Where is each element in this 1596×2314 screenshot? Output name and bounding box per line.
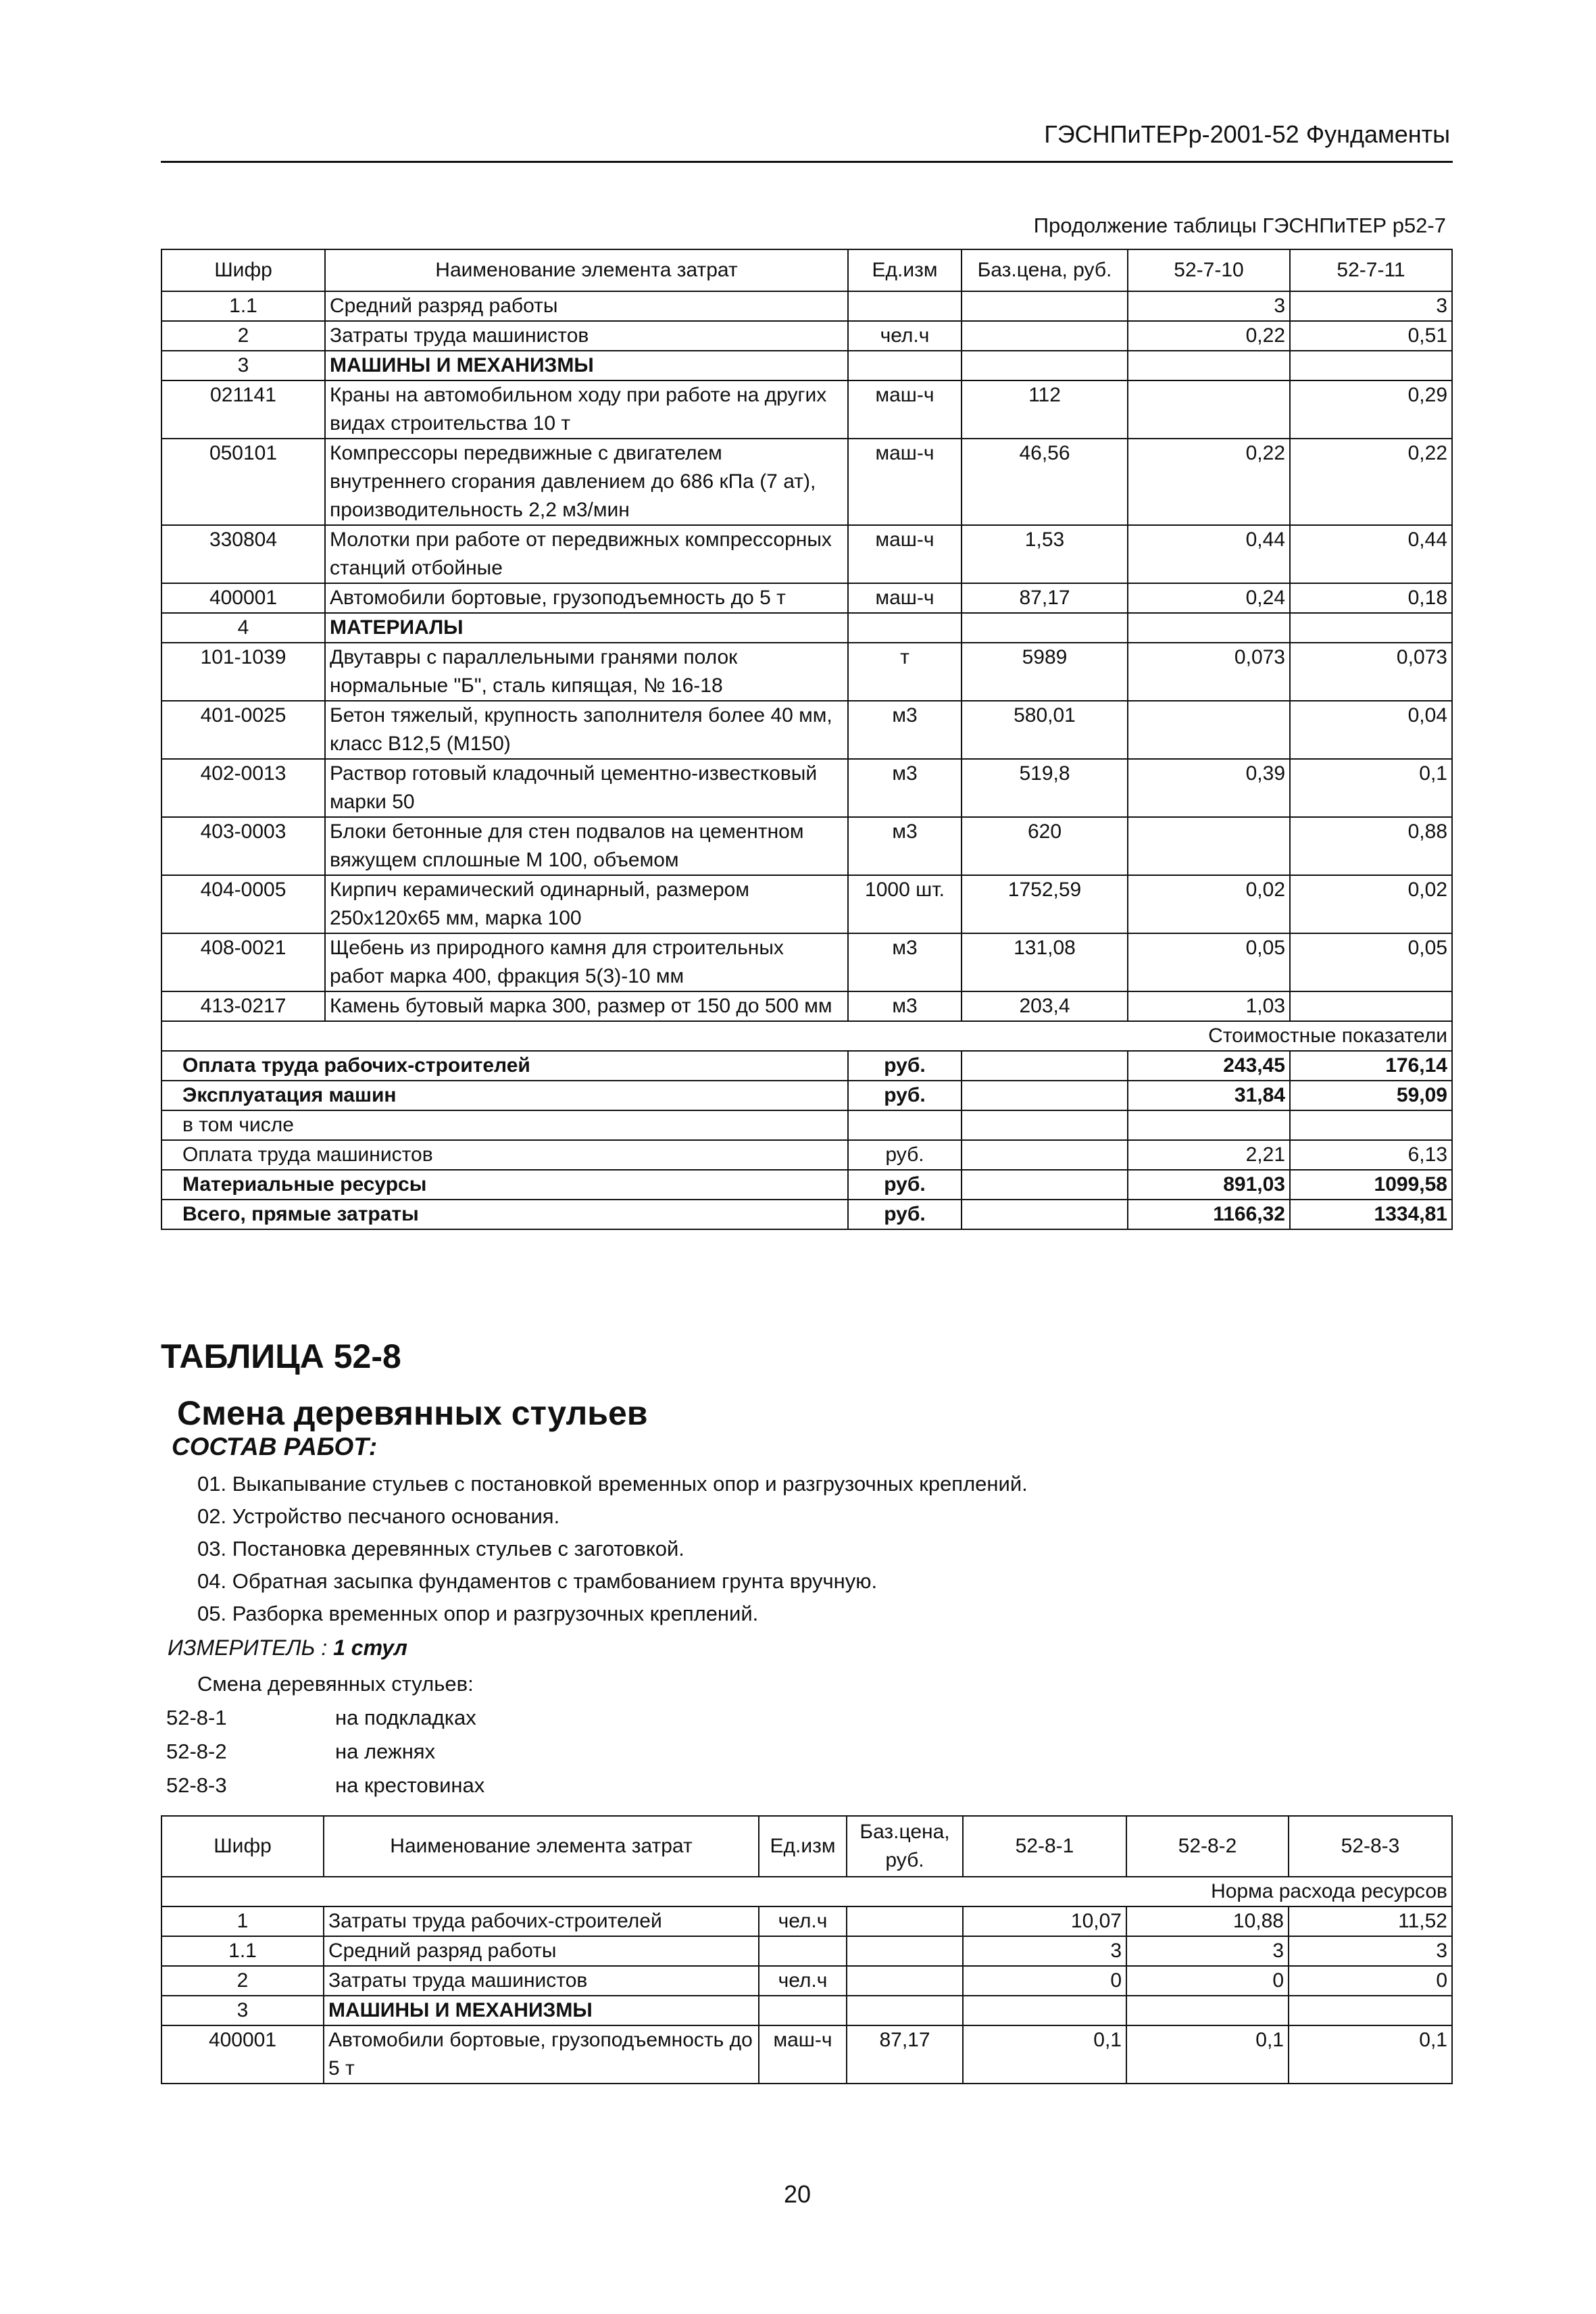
row-code: 1.1: [161, 1936, 324, 1966]
column-header: Баз.цена, руб.: [847, 1816, 963, 1877]
row-code: 2: [161, 1966, 324, 1996]
row-value-52-7-11: 0,88: [1290, 817, 1452, 875]
work-item: 03. Постановка деревянных стульев с заготовкой.: [197, 1537, 684, 1560]
table-row: [161, 643, 1452, 701]
row-name: МАШИНЫ И МЕХАНИЗМЫ: [325, 351, 848, 380]
variant-code: 52-8-3: [166, 1773, 227, 1797]
row-value-52-7-11: 3: [1290, 291, 1452, 321]
summary-label: Оплата труда рабочих-строителей: [161, 1051, 848, 1081]
row-unit: маш-ч: [848, 439, 962, 525]
row-unit: м3: [848, 701, 962, 759]
summary-spacer: [962, 1200, 1128, 1229]
row-unit: [848, 351, 962, 380]
row-base-price: 1,53: [962, 525, 1128, 583]
row-code: 400001: [161, 583, 325, 613]
meter-label: ИЗМЕРИТЕЛЬ :: [168, 1635, 328, 1660]
table-row: [161, 701, 1452, 759]
row-unit: м3: [848, 817, 962, 875]
row-name: Средний разряд работы: [325, 291, 848, 321]
table-row: [161, 380, 1452, 439]
summary-unit: руб.: [848, 1140, 962, 1170]
variant-label: на крестовинах: [335, 1773, 485, 1797]
resource-table-52-7: [161, 249, 1453, 1230]
row-base-price: [962, 613, 1128, 643]
row-code: 401-0025: [161, 701, 325, 759]
row-value-52-8-2: 10,88: [1126, 1906, 1289, 1936]
row-unit: м3: [848, 991, 962, 1021]
summary-spacer: [962, 1170, 1128, 1200]
summary-value-52-7-10: 1166,32: [1128, 1200, 1290, 1229]
row-base-price: 203,4: [962, 991, 1128, 1021]
row-name: Автомобили бортовые, грузоподъемность до 5 т: [325, 583, 848, 613]
variants-title: Смена деревянных стульев:: [197, 1672, 474, 1696]
summary-value-52-7-11: 176,14: [1290, 1051, 1452, 1081]
row-name: Краны на автомобильном ходу при работе на других видах строительства 10 т: [325, 380, 848, 439]
row-value-52-7-10: 0,22: [1128, 439, 1290, 525]
row-value-52-7-11: 0,44: [1290, 525, 1452, 583]
row-code: 408-0021: [161, 933, 325, 991]
summary-label: Эксплуатация машин: [161, 1081, 848, 1110]
page-number: 20: [783, 2180, 812, 2208]
column-header: Наименование элемента затрат: [324, 1816, 759, 1877]
summary-spacer: [962, 1110, 1128, 1140]
table-row: [161, 759, 1452, 817]
row-name: Средний разряд работы: [324, 1936, 759, 1966]
row-value-52-8-3: 0: [1289, 1966, 1452, 1996]
row-base-price: 112: [962, 380, 1128, 439]
row-value-52-7-10: 0,39: [1128, 759, 1290, 817]
section-row: [161, 613, 1452, 643]
row-unit: [759, 1996, 847, 2025]
row-code: 1.1: [161, 291, 325, 321]
summary-spacer: [962, 1051, 1128, 1081]
variant-code: 52-8-2: [166, 1740, 227, 1763]
norm-label: Норма расхода ресурсов: [161, 1877, 1452, 1906]
summary-value-52-7-11: 1334,81: [1290, 1200, 1452, 1229]
work-composition-heading: СОСТАВ РАБОТ:: [172, 1433, 378, 1460]
row-value-52-8-2: [1126, 1996, 1289, 2025]
table-row: [161, 439, 1452, 525]
section-row: [161, 351, 1452, 380]
row-name: Щебень из природного камня для строительных работ марка 400, фракция 5(3)-10 мм: [325, 933, 848, 991]
row-base-price: 46,56: [962, 439, 1128, 525]
row-unit: чел.ч: [848, 321, 962, 351]
row-name: Компрессоры передвижные с двигателем внутреннего сгорания давлением до 686 кПа (7 ат), производительность 2,2 м3/мин: [325, 439, 848, 525]
row-value-52-8-2: 0,1: [1126, 2025, 1289, 2084]
row-name: Двутавры с параллельными гранями полок нормальные "Б", сталь кипящая, № 16-18: [325, 643, 848, 701]
summary-value-52-7-10: 2,21: [1128, 1140, 1290, 1170]
table-row: [161, 583, 1452, 613]
summary-row: [161, 1081, 1452, 1110]
row-unit: м3: [848, 933, 962, 991]
variant-label: на подкладках: [335, 1706, 476, 1729]
table-row: [161, 321, 1452, 351]
row-name: Молотки при работе от передвижных компрессорных станций отбойные: [325, 525, 848, 583]
table-52-8-title: ТАБЛИЦА 52-8: [161, 1337, 401, 1375]
row-value-52-7-10: [1128, 613, 1290, 643]
summary-spacer: [962, 1140, 1128, 1170]
row-unit: м3: [848, 759, 962, 817]
row-base-price: [962, 291, 1128, 321]
row-name: Бетон тяжелый, крупность заполнителя более 40 мм, класс В12,5 (М150): [325, 701, 848, 759]
summary-row: [161, 1170, 1452, 1200]
table-row: [161, 817, 1452, 875]
summary-label: Оплата труда машинистов: [161, 1140, 848, 1170]
row-name: МАШИНЫ И МЕХАНИЗМЫ: [324, 1996, 759, 2025]
row-code: 021141: [161, 380, 325, 439]
row-code: 3: [161, 1996, 324, 2025]
row-base-price: 580,01: [962, 701, 1128, 759]
row-value-52-7-11: 0,1: [1290, 759, 1452, 817]
row-unit: [848, 613, 962, 643]
row-value-52-7-10: 0,22: [1128, 321, 1290, 351]
row-base-price: [847, 1906, 963, 1936]
row-value-52-7-11: 0,073: [1290, 643, 1452, 701]
summary-spacer: [962, 1081, 1128, 1110]
row-name: Кирпич керамический одинарный, размером 250х120х65 мм, марка 100: [325, 875, 848, 933]
row-value-52-7-11: 0,22: [1290, 439, 1452, 525]
row-value-52-7-10: 0,44: [1128, 525, 1290, 583]
summary-value-52-7-10: 31,84: [1128, 1081, 1290, 1110]
row-code: 4: [161, 613, 325, 643]
row-base-price: 87,17: [962, 583, 1128, 613]
row-code: 1: [161, 1906, 324, 1936]
row-unit: маш-ч: [848, 583, 962, 613]
table-row: [161, 1936, 1452, 1966]
row-value-52-8-1: 10,07: [963, 1906, 1126, 1936]
column-header: Наименование элемента затрат: [325, 249, 848, 291]
summary-unit: руб.: [848, 1200, 962, 1229]
row-value-52-7-10: 0,05: [1128, 933, 1290, 991]
table-row: [161, 2025, 1452, 2084]
row-value-52-7-10: 0,02: [1128, 875, 1290, 933]
table-row: [161, 875, 1452, 933]
row-value-52-7-10: 0,24: [1128, 583, 1290, 613]
row-code: 3: [161, 351, 325, 380]
table-header-row: [161, 249, 1452, 291]
row-code: 101-1039: [161, 643, 325, 701]
row-base-price: 519,8: [962, 759, 1128, 817]
meter-value: 1 стул: [333, 1635, 407, 1660]
row-name: Автомобили бортовые, грузоподъемность до 5 т: [324, 2025, 759, 2084]
row-code: 330804: [161, 525, 325, 583]
summary-value-52-7-11: 6,13: [1290, 1140, 1452, 1170]
row-value-52-7-11: 0,51: [1290, 321, 1452, 351]
row-code: 400001: [161, 2025, 324, 2084]
table-row: [161, 1906, 1452, 1936]
row-base-price: 5989: [962, 643, 1128, 701]
row-value-52-8-3: 3: [1289, 1936, 1452, 1966]
summary-unit: руб.: [848, 1170, 962, 1200]
row-name: Камень бутовый марка 300, размер от 150 до 500 мм: [325, 991, 848, 1021]
column-header: Шифр: [161, 249, 325, 291]
row-name: Затраты труда машинистов: [325, 321, 848, 351]
row-code: 403-0003: [161, 817, 325, 875]
row-value-52-8-2: 0: [1126, 1966, 1289, 1996]
indicators-label: Стоимостные показатели: [161, 1021, 1452, 1051]
norm-label-row: [161, 1877, 1452, 1906]
row-base-price: [847, 1936, 963, 1966]
row-unit: маш-ч: [759, 2025, 847, 2084]
row-value-52-8-3: 11,52: [1289, 1906, 1452, 1936]
indicators-row: [161, 1021, 1452, 1051]
row-base-price: [962, 351, 1128, 380]
summary-value-52-7-11: 59,09: [1290, 1081, 1452, 1110]
running-header-title: ГЭСНПиТЕРр-2001-52 Фундаменты: [1044, 120, 1450, 148]
row-value-52-7-10: [1128, 380, 1290, 439]
row-value-52-7-11: [1290, 351, 1452, 380]
row-base-price: 131,08: [962, 933, 1128, 991]
row-code: 050101: [161, 439, 325, 525]
table-row: [161, 991, 1452, 1021]
summary-row: [161, 1200, 1452, 1229]
summary-row: [161, 1051, 1452, 1081]
variant-label: на лежнях: [335, 1740, 436, 1763]
summary-value-52-7-11: [1290, 1110, 1452, 1140]
row-unit: чел.ч: [759, 1966, 847, 1996]
summary-unit: [848, 1110, 962, 1140]
row-base-price: [847, 1996, 963, 2025]
row-value-52-8-1: 0: [963, 1966, 1126, 1996]
column-header: 52-7-11: [1290, 249, 1452, 291]
table-row: [161, 933, 1452, 991]
row-value-52-7-10: [1128, 817, 1290, 875]
row-unit: маш-ч: [848, 525, 962, 583]
summary-label: Материальные ресурсы: [161, 1170, 848, 1200]
section-row: [161, 1996, 1452, 2025]
summary-value-52-7-10: 891,03: [1128, 1170, 1290, 1200]
row-value-52-8-2: 3: [1126, 1936, 1289, 1966]
summary-value-52-7-10: [1128, 1110, 1290, 1140]
row-value-52-7-11: 0,02: [1290, 875, 1452, 933]
summary-label: в том числе: [161, 1110, 848, 1140]
summary-value-52-7-11: 1099,58: [1290, 1170, 1452, 1200]
column-header: Ед.изм: [848, 249, 962, 291]
work-item: 02. Устройство песчаного основания.: [197, 1504, 560, 1528]
row-unit: чел.ч: [759, 1906, 847, 1936]
table-row: [161, 291, 1452, 321]
row-unit: маш-ч: [848, 380, 962, 439]
row-unit: [848, 291, 962, 321]
row-code: 402-0013: [161, 759, 325, 817]
table-row: [161, 525, 1452, 583]
row-value-52-7-10: 1,03: [1128, 991, 1290, 1021]
row-value-52-8-3: 0,1: [1289, 2025, 1452, 2084]
meter-line: [168, 1635, 407, 1660]
row-name: Затраты труда рабочих-строителей: [324, 1906, 759, 1936]
column-header: 52-8-3: [1289, 1816, 1452, 1877]
row-base-price: 620: [962, 817, 1128, 875]
summary-row: [161, 1140, 1452, 1170]
column-header: Ед.изм: [759, 1816, 847, 1877]
row-unit: т: [848, 643, 962, 701]
row-value-52-8-1: 0,1: [963, 2025, 1126, 2084]
row-value-52-7-10: [1128, 701, 1290, 759]
row-value-52-7-11: [1290, 991, 1452, 1021]
row-unit: [759, 1936, 847, 1966]
table-header-row: [161, 1816, 1452, 1877]
row-base-price: 1752,59: [962, 875, 1128, 933]
row-value-52-8-1: [963, 1996, 1126, 2025]
row-name: Раствор готовый кладочный цементно-известковый марки 50: [325, 759, 848, 817]
row-value-52-7-10: 3: [1128, 291, 1290, 321]
summary-label: Всего, прямые затраты: [161, 1200, 848, 1229]
row-base-price: [962, 321, 1128, 351]
row-code: 413-0217: [161, 991, 325, 1021]
row-value-52-8-1: 3: [963, 1936, 1126, 1966]
row-unit: 1000 шт.: [848, 875, 962, 933]
row-value-52-7-11: 0,05: [1290, 933, 1452, 991]
row-value-52-7-10: 0,073: [1128, 643, 1290, 701]
work-item: 01. Выкапывание стульев с постановкой временных опор и разгрузочных креплений.: [197, 1472, 1028, 1496]
row-value-52-7-11: [1290, 613, 1452, 643]
column-header: 52-7-10: [1128, 249, 1290, 291]
work-item: 05. Разборка временных опор и разгрузочных креплений.: [197, 1602, 759, 1625]
column-header: Шифр: [161, 1816, 324, 1877]
variant-code: 52-8-1: [166, 1706, 227, 1729]
column-header: Баз.цена, руб.: [962, 249, 1128, 291]
row-value-52-8-3: [1289, 1996, 1452, 2025]
table-52-8-subtitle: Смена деревянных стульев: [177, 1394, 648, 1432]
table-continuation-note: Продолжение таблицы ГЭСНПиТЕР р52-7: [1033, 214, 1446, 237]
row-value-52-7-11: 0,29: [1290, 380, 1452, 439]
table-row: [161, 1966, 1452, 1996]
row-code: 2: [161, 321, 325, 351]
summary-unit: руб.: [848, 1051, 962, 1081]
row-value-52-7-11: 0,18: [1290, 583, 1452, 613]
row-value-52-7-11: 0,04: [1290, 701, 1452, 759]
row-name: Блоки бетонные для стен подвалов на цементном вяжущем сплошные М 100, объемом: [325, 817, 848, 875]
summary-unit: руб.: [848, 1081, 962, 1110]
header-divider: [161, 161, 1453, 163]
column-header: 52-8-1: [963, 1816, 1126, 1877]
summary-row: [161, 1110, 1452, 1140]
row-base-price: 87,17: [847, 2025, 963, 2084]
work-item: 04. Обратная засыпка фундаментов с трамбованием грунта вручную.: [197, 1569, 878, 1593]
row-code: 404-0005: [161, 875, 325, 933]
row-base-price: [847, 1966, 963, 1996]
row-name: Затраты труда машинистов: [324, 1966, 759, 1996]
row-value-52-7-10: [1128, 351, 1290, 380]
resource-table-52-8: [161, 1815, 1453, 2084]
column-header: 52-8-2: [1126, 1816, 1289, 1877]
row-name: МАТЕРИАЛЫ: [325, 613, 848, 643]
summary-value-52-7-10: 243,45: [1128, 1051, 1290, 1081]
